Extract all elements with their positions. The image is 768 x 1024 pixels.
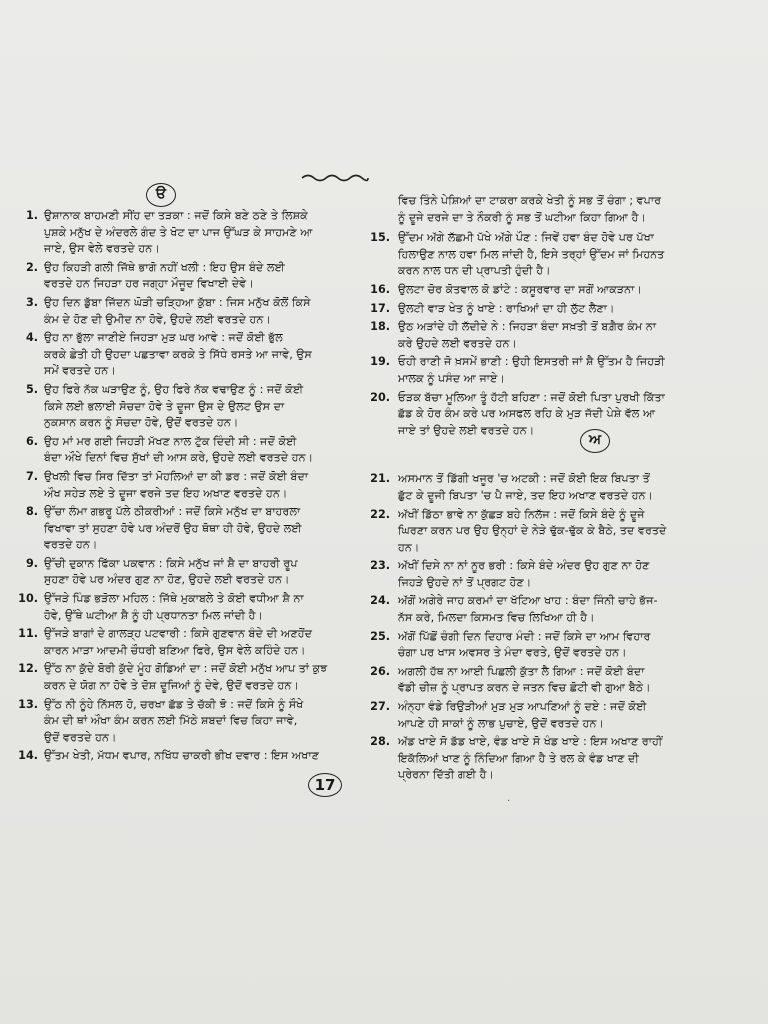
- proverb-entry: [10, 295, 362, 328]
- entry-text: ਅੱਡ ਖਾਏ ਸੋ ਡੱਡ ਖਾਏ, ਵੰਡ ਖਾਏ ਸੋ ਖੰਡ ਖਾਏ : ਇਸ ਅਖਾਣ ਰਾਹੀਂ ਇਕੱਲਿਆਂ ਖਾਣ ਨੂੰ ਨਿੰਦਿਆ ਗਿਆ ਹੈ ਤੇ ਰਲ ਕੇ ਵੰਡ ਖਾਣ ਦੀ ਪ੍ਰੇਰਨਾ ਦਿੱਤੀ ਗਈ ਹੈ।: [398, 735, 663, 782]
- proverb-entry: [360, 699, 700, 732]
- entry-number: 8.: [25, 505, 38, 519]
- entry-number: 1.: [25, 209, 38, 222]
- entry-text: ਅੱਖੀਂ ਦਿਸੇ ਨਾ ਨਾਂ ਨੂਰ ਭਰੀ : ਕਿਸੇ ਬੰਦੇ ਅੰਦਰ ਉਹ ਗੁਣ ਨਾ ਹੋਣ ਜਿਹੜੇ ਉਹਦੇ ਨਾਂ ਤੋਂ ਪ੍ਰਗਟ ਹੋਣ।: [398, 559, 650, 589]
- right-entries-group-b: [360, 471, 700, 784]
- proverb-entry: [360, 507, 700, 557]
- stray-mark: ·: [507, 796, 511, 807]
- entry-text: ਓਹੀ ਰਾਣੀ ਜੋ ਖ਼ਸਮੇਂ ਭਾਣੀ : ਉਹੀ ਇਸਤਰੀ ਜਾਂ ਸ਼ੈ ਉੱਤਮ ਹੈ ਜਿਹੜੀ ਮਾਲਕ ਨੂੰ ਪਸੰਦ ਆ ਜਾਏ।: [398, 355, 665, 385]
- proverb-entry: [10, 556, 362, 589]
- proverb-entry: [10, 661, 362, 694]
- section-head-right: ਅ: [580, 429, 610, 453]
- entry-text: ਉੱਚਾ ਲੰਮਾ ਗਭਰੂ ਪੱਲੇ ਠੀਕਰੀਆਂ : ਜਦੋਂ ਕਿਸੇ ਮਨੁੱਖ ਦਾ ਬਾਹਰਲਾ ਵਿਖਾਵਾ ਤਾਂ ਸੁਹਣਾ ਹੋਵੇ ਪਰ ਅੰਦਰੋਂ ਉਹ ਥੋਥਾ ਹੀ ਹੋਵੇ, ਉਹਦੇ ਲਈ ਵਰਤਦੇ ਹਨ।: [44, 505, 302, 552]
- proverb-entry: [360, 230, 700, 280]
- page-number: 17: [308, 773, 342, 797]
- entry-number: 5.: [25, 382, 38, 396]
- proverb-entry: [10, 330, 362, 380]
- entry-text: ਅਸਮਾਨ ਤੋਂ ਡਿੱਗੀ ਖਜੂਰ 'ਚ ਅਟਕੀ : ਜਦੋਂ ਕੋਈ ਇਕ ਬਿਪਤਾ ਤੋਂ ਛੁੱਟ ਕੇ ਦੂਜੀ ਬਿਪਤਾ 'ਚ ਪੈ ਜਾਏ, ਤਦ ਇਹ ਅਖਾਣ ਵਰਤਦੇ ਹਨ।: [398, 472, 654, 502]
- proverb-entry: [10, 626, 362, 659]
- proverb-entry: [10, 504, 362, 554]
- proverb-entry: [10, 697, 362, 747]
- entry-number: 21.: [370, 472, 390, 486]
- entry-text: ਉੱਠ ਨਾ ਕੁੱਦੇ ਬੋਰੀ ਕੁੱਦੇ ਮੂੰਹ ਗੋਡਿਆਂ ਦਾ : ਜਦੋਂ ਕੋਈ ਮਨੁੱਖ ਆਪ ਤਾਂ ਕੁਝ ਕਰਨ ਦੇ ਯੋਗ ਨਾ ਹੋਵੇ ਤੇ ਦੋਸ਼ ਦੂਜਿਆਂ ਨੂੰ ਦੇਵੇ, ਉਦੋਂ ਵਰਤਦੇ ਹਨ।: [44, 662, 328, 693]
- proverb-entry: [360, 319, 700, 352]
- entry-number: 23.: [370, 559, 390, 573]
- entry-number: 15.: [370, 231, 390, 245]
- section-head-left: ੳ: [146, 183, 176, 207]
- entry-text: ਉਸ਼ਾਨਾਕ ਬਾਹਮਣੀ ਸੀਂਹ ਦਾ ਤੜਕਾ : ਜਦੋਂ ਕਿਸੇ ਬਣੇ ਠਣੇ ਤੇ ਲਿਸ਼ਕੇ ਪੁਸ਼ਕੇ ਮਨੁੱਖ ਦੇ ਅੰਦਰਲੇ ਗੰਦ ਤੇ ਖੋਟ ਦਾ ਪਾਜ ਉੱਘੜ ਕੇ ਸਾਹਮਣੇ ਆ ਜਾਏ, ਉਸ ਵੇਲੇ ਵਰਤਦੇ ਹਨ।: [44, 209, 313, 256]
- entry-number: 4.: [25, 331, 38, 345]
- entry-text: ਅੰਨ੍ਹਾ ਵੰਡੇ ਰਿਉੜੀਆਂ ਮੁੜ ਮੁੜ ਆਪਣਿਆਂ ਨੂੰ ਦਏ : ਜਦੋਂ ਕੋਈ ਆਪਣੇ ਹੀ ਸਾਕਾਂ ਨੂੰ ਲਾਭ ਪੁਚਾਏ, ਉਦੋਂ ਵਰਤਦੇ ਹਨ।: [398, 700, 647, 730]
- entry-text: ਉਹ ਦਿਨ ਡੁੱਬਾ ਜਿੱਦਨ ਘੋੜੀ ਚੜ੍ਹਿਆ ਕੁੱਬਾ : ਜਿਸ ਮਨੁੱਖ ਕੋਲੋਂ ਕਿਸੇ ਕੰਮ ਦੇ ਹੋਣ ਦੀ ਉਮੀਦ ਨਾ ਹੋਵੇ, ਉਹਦੇ ਲਈ ਵਰਤਦੇ ਹਨ।: [44, 295, 311, 326]
- proverb-entry: [360, 354, 700, 387]
- proverb-entry: [360, 390, 700, 440]
- entry-text: ਉੱਜੜੇ ਪਿੰਡ ਭੜੋਲਾ ਮਹਿਲ : ਜਿੱਥੇ ਮੁਕਾਬਲੇ ਤੇ ਕੋਈ ਵਧੀਆ ਸ਼ੈ ਨਾ ਹੋਵੇ, ਉੱਥੇ ਘਟੀਆ ਸ਼ੈ ਨੂੰ ਹੀ ਪ੍ਰਧਾਨਤਾ ਮਿਲ ਜਾਂਦੀ ਹੈ।: [44, 592, 304, 622]
- entry-number: 2.: [25, 260, 38, 274]
- entry-number: 19.: [370, 355, 390, 369]
- entry-text: ਅੱਖੀਂ ਡਿੱਠਾ ਭਾਵੇ ਨਾ ਕੁੱਛੜ ਬਹੇ ਨਿਲੱਜ : ਜਦੋਂ ਕਿਸੇ ਬੰਦੇ ਨੂੰ ਦੂਜੇ ਘਿਰਣਾ ਕਰਨ ਪਰ ਉਹ ਉਨ੍ਹਾਂ ਦੇ ਨੇੜੇ ਢੁੱਕ-ਢੁੱਕ ਕੇ ਬੈਠੇ, ਤਦ ਵਰਤਦੇ ਹਨ।: [398, 507, 667, 554]
- entry-number: 10.: [18, 592, 38, 606]
- entry-number: 3.: [25, 295, 38, 309]
- proverb-entry: [360, 301, 700, 318]
- entry-number: 14.: [18, 749, 38, 763]
- entry-text: ਅਗਲੀ ਹੱਥ ਨਾ ਆਈ ਪਿਛਲੀ ਕੁੱਤਾ ਲੈ ਗਿਆ : ਜਦੋਂ ਕੋਈ ਬੰਦਾ ਵੱਡੀ ਚੀਜ਼ ਨੂੰ ਪ੍ਰਾਪਤ ਕਰਨ ਦੇ ਜਤਨ ਵਿਚ ਛੋਟੀ ਵੀ ਗੁਆ ਬੈਠੇ।: [398, 664, 651, 695]
- entry-text: ਉੱਚੀ ਦੁਕਾਨ ਫਿੱਕਾ ਪਕਵਾਨ : ਕਿਸੇ ਮਨੁੱਖ ਜਾਂ ਸ਼ੈ ਦਾ ਬਾਹਰੀ ਰੂਪ ਸੁਹਣਾ ਹੋਵੇ ਪਰ ਅੰਦਰ ਗੁਣ ਨਾ ਹੋਣ, ਉਹਦੇ ਲਈ ਵਰਤਦੇ ਹਨ।: [44, 556, 298, 587]
- entry-number: 24.: [370, 594, 390, 608]
- right-column: [360, 193, 700, 786]
- proverb-entry: [10, 434, 362, 467]
- proverb-entry: [10, 591, 362, 624]
- entry-text: ਉਠ ਅੜਾਂਦੇ ਹੀ ਲੱਦੀਦੇ ਨੇ : ਜਿਹੜਾ ਬੰਦਾ ਸਖ਼ਤੀ ਤੋਂ ਬਗ਼ੈਰ ਕੰਮ ਨਾ ਕਰੇ ਉਹਦੇ ਲਈ ਵਰਤਦੇ ਹਨ।: [398, 320, 657, 350]
- entry-number: 11.: [18, 627, 38, 641]
- entry-text: ਉੱਤਮ ਖੇਤੀ, ਮੱਧਮ ਵਪਾਰ, ਨਖਿੱਧ ਚਾਕਰੀ ਭੀਖ ਦਵਾਰ : ਇਸ ਅਖਾਣ: [44, 749, 319, 763]
- entry-number: 13.: [18, 697, 38, 711]
- entry-number: 9.: [25, 556, 38, 570]
- entry-text: ਉੱਦਮ ਅੱਗੇ ਲੱਛਮੀ ਪੱਖੇ ਅੱਗੇ ਪੌਣ : ਜਿਵੇਂ ਹਵਾ ਬੰਦ ਹੋਵੇ ਪਰ ਪੱਖਾ ਹਿਲਾਉਣ ਨਾਲ ਹਵਾ ਮਿਲ ਜਾਂਦੀ ਹੈ, ਇਸੇ ਤਰ੍ਹਾਂ ਉੱਦਮ ਜਾਂ ਮਿਹਨਤ ਕਰਨ ਨਾਲ ਧਨ ਦੀ ਪ੍ਰਾਪਤੀ ਹੁੰਦੀ ਹੈ।: [398, 231, 665, 278]
- entry-number: 27.: [370, 700, 390, 714]
- entry-number: 18.: [370, 320, 390, 334]
- entry-text: ਉਹ ਕਿਹੜੀ ਗਲੀ ਜਿੱਥੇ ਭਾਗੋ ਨਹੀਂ ਖਲੀ : ਇਹ ਉਸ ਬੰਦੇ ਲਈ ਵਰਤਦੇ ਹਨ ਜਿਹੜਾ ਹਰ ਜਗ੍ਹਾ ਮੌਜੂਦ ਵਿਖਾਈ ਦੇਵੇ।: [44, 260, 285, 291]
- continuation-text: ਵਿਚ ਤਿੰਨੇ ਪੇਸ਼ਿਆਂ ਦਾ ਟਾਕਰਾ ਕਰਕੇ ਖੇਤੀ ਨੂੰ ਸਭ ਤੋਂ ਚੰਗਾ ; ਵਪਾਰ ਨੂੰ ਦੂਜੇ ਦਰਜੇ ਦਾ ਤੇ ਨੌਕਰੀ ਨੂੰ ਸਭ ਤੋਂ ਘਟੀਆ ਕਿਹਾ ਗਿਆ ਹੈ।: [398, 194, 662, 224]
- proverb-entry: [360, 734, 700, 784]
- entry-text: ਅੱਗੋਂ ਪਿੱਛੋਂ ਚੰਗੀ ਦਿਨ ਦਿਹਾਰ ਮੰਦੀ : ਜਦੋਂ ਕਿਸੇ ਦਾ ਆਮ ਵਿਹਾਰ ਚੰਗਾ ਪਰ ਖਾਸ ਅਵਸਰ ਤੇ ਮੰਦਾ ਵਰਤੇ, ਉਦੋਂ ਵਰਤਦੇ ਹਨ।: [398, 629, 651, 660]
- proverb-entry: [10, 208, 362, 258]
- proverb-entry: [10, 260, 362, 293]
- entry-text: ਉਹ ਫਿਰੇ ਨੱਕ ਘੜਾਉਣ ਨੂੰ, ਉਹ ਫਿਰੇ ਨੱਕ ਵਢਾਉਣ ਨੂੰ : ਜਦੋਂ ਕੋਈ ਕਿਸੇ ਲਈ ਭਲਾਈ ਸੋਚਦਾ ਹੋਵੇ ਤੇ ਦੂਜਾ ਉਸ ਦੇ ਉਲਟ ਉਸ ਦਾ ਨੁਕਸਾਨ ਕਰਨ ਨੂੰ ਸੋਚਦਾ ਹੋਵੇ, ਉਦੋਂ ਵਰਤਦੇ ਹਨ।: [44, 382, 304, 430]
- entry-number: 28.: [370, 735, 390, 749]
- entry-number: 25.: [370, 629, 390, 643]
- entry-number: 26.: [370, 664, 390, 678]
- proverb-entry: [360, 593, 700, 626]
- entry-text: ਅੱਗੋਂ ਅਗੇਰੇ ਜਾਹ ਕਰਮਾਂ ਦਾ ਖੱਟਿਆ ਖਾਹ : ਬੰਦਾ ਜਿੰਨੀ ਚਾਹੇ ਭੱਜ- ਨੱਸ ਕਰੇ, ਮਿਲਦਾ ਕਿਸਮਤ ਵਿਚ ਲਿਖਿਆ ਹੀ ਹੈ।: [398, 594, 658, 625]
- entry-text: ਉੱਜੜੇ ਬਾਗਾਂ ਦੇ ਗਾਲੜ੍ਹ ਪਟਵਾਰੀ : ਕਿਸੇ ਗੁਣਵਾਨ ਬੰਦੇ ਦੀ ਅਣਹੋਂਦ ਕਾਰਨ ਮਾੜਾ ਆਦਮੀ ਚੌਧਰੀ ਬਣਿਆ ਫਿਰੇ, ਉਸ ਵੇਲੇ ਕਹਿੰਦੇ ਹਨ।: [44, 627, 313, 657]
- proverb-entry: [360, 558, 700, 591]
- decorative-squiggle: [300, 172, 370, 184]
- section-gap: [360, 441, 700, 471]
- proverb-entry: [10, 469, 362, 502]
- entry-number: 22.: [370, 507, 390, 521]
- entry-text: ਉਹ ਨਾ ਭੁੱਲਾ ਜਾਣੀਏ ਜਿਹੜਾ ਮੁੜ ਘਰ ਆਵੇ : ਜਦੋਂ ਕੋਈ ਭੁੱਲ ਕਰਕੇ ਛੇਤੀ ਹੀ ਉਹਦਾ ਪਛਤਾਵਾ ਕਰਕੇ ਤੇ ਸਿੱਧੇ ਰਸਤੇ ਆ ਜਾਵੇ, ਉਸ ਸਮੇਂ ਵਰਤਦੇ ਹਨ।: [44, 331, 312, 378]
- entry-number: 17.: [370, 301, 390, 315]
- proverb-entry: [10, 382, 362, 432]
- entry-number: 6.: [25, 434, 38, 448]
- right-entries-group-a: [360, 230, 700, 439]
- entry-text: ਉਹ ਮਾਂ ਮਰ ਗਈ ਜਿਹੜੀ ਮੱਖਣ ਨਾਲ ਟੁੱਕ ਦਿੰਦੀ ਸੀ : ਜਦੋਂ ਕੋਈ ਬੰਦਾ ਔਖੇ ਦਿਨਾਂ ਵਿਚ ਸੁੱਖਾਂ ਦੀ ਆਸ ਕਰੇ, ਉਹਦੇ ਲਈ ਵਰਤਦੇ ਹਨ।: [44, 434, 314, 465]
- entry-text: ਉੱਠ ਨੀ ਨੂੰਹੇ ਨਿੱਸਲ ਹੋ, ਚਰਖਾ ਛੱਡ ਤੇ ਚੱਕੀ ਝੋ : ਜਦੋਂ ਕਿਸੇ ਨੂੰ ਸੌਖੇ ਕੰਮ ਦੀ ਥਾਂ ਔਖਾ ਕੰਮ ਕਰਨ ਲਈ ਮਿੱਠੇ ਸ਼ਬਦਾਂ ਵਿਚ ਕਿਹਾ ਜਾਵੇ, ਉਦੋਂ ਵਰਤਦੇ ਹਨ।: [44, 697, 304, 744]
- entry-number: 20.: [370, 390, 390, 404]
- entry-number: 16.: [370, 282, 390, 296]
- entry-number: 12.: [18, 662, 38, 676]
- left-column: [10, 208, 362, 767]
- entry-text: ਉਖਲੀ ਵਿਚ ਸਿਰ ਦਿੱਤਾ ਤਾਂ ਮੋਹਲਿਆਂ ਦਾ ਕੀ ਡਰ : ਜਦੋਂ ਕੋਈ ਬੰਦਾ ਔਖ ਸਹੇੜ ਲਏ ਤੇ ਦੂਜਾ ਵਰਜੇ ਤਦ ਇਹ ਅਖਾਣ ਵਰਤਦੇ ਹਨ।: [44, 469, 309, 500]
- entry-text: ਉਲਟੀ ਵਾੜ ਖੇਤ ਨੂੰ ਖਾਏ : ਰਾਖਿਆਂ ਦਾ ਹੀ ਲੁੱਟ ਲੈਣਾ।: [398, 301, 615, 315]
- proverb-entry: [360, 664, 700, 697]
- entry-text: ਉਲਟਾ ਚੋਰ ਕੋਤਵਾਲ ਕੋ ਡਾਂਟੇ : ਕਸੂਰਵਾਰ ਦਾ ਸਗੋਂ ਆਕੜਨਾ।: [398, 282, 642, 296]
- entry-number: 7.: [25, 469, 38, 483]
- proverb-entry: [10, 748, 362, 765]
- proverb-entry: [360, 471, 700, 504]
- proverb-entry: [360, 282, 700, 299]
- proverb-entry: [360, 629, 700, 662]
- entry-text: ਓੜਕ ਬੱਚਾ ਮੂਲਿਆ ਤੂੰ ਹੱਟੀ ਬਹਿਣਾ : ਜਦੋਂ ਕੋਈ ਪਿਤਾ ਪੁਰਖੀ ਕਿੱਤਾ ਛੱਡ ਕੇ ਹੋਰ ਕੰਮ ਕਰੇ ਪਰ ਅਸਫਲ ਰਹਿ ਕੇ ਮੁੜ ਜੱਦੀ ਪੇਸ਼ੇ ਵੱਲ ਆ ਜਾਏ ਤਾਂ ਉਹਦੇ ਲਈ ਵਰਤਦੇ ਹਨ।: [398, 390, 665, 437]
